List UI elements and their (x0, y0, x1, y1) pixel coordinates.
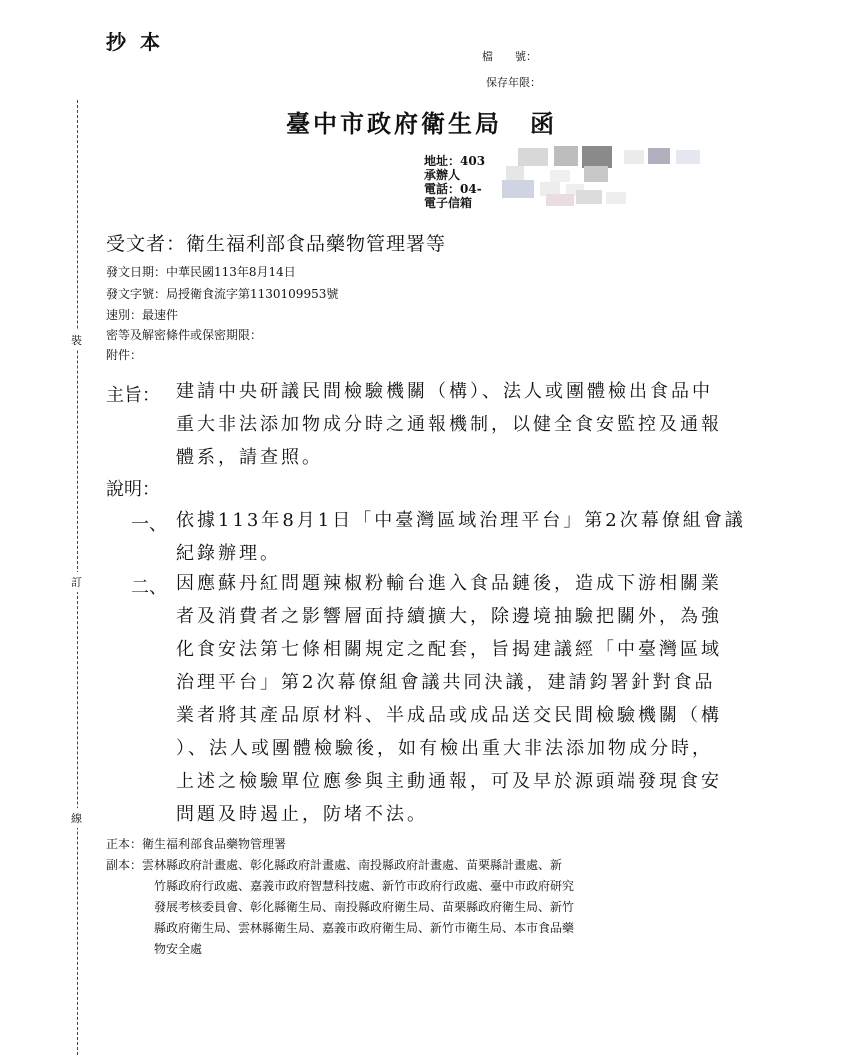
contact-handler: 承辦人 (424, 168, 461, 182)
issue-date: 發文日期：中華民國113年8月14日 (106, 265, 296, 279)
item-number: 一、 (131, 514, 167, 535)
item-line: 化食安法第七條相關規定之配套，旨揭建議經「中臺灣區域 (176, 639, 722, 660)
redaction-blur (484, 146, 714, 208)
copy-recipients (106, 855, 574, 960)
document-title (286, 104, 557, 139)
copy-line: 縣政府衛生局、雲林縣衛生局、嘉義市政府衛生局、新竹市衛生局、本市食品藥 (154, 921, 575, 935)
item-line: 者及消費者之影響層面持續擴大，除邊境抽驗把關外，為強 (176, 606, 722, 627)
copy-line: 竹縣政府行政處、嘉義市政府智慧科技處、新竹市政府行政處、臺中市政府研究 (154, 879, 575, 893)
item-line: 問題及時遏止，防堵不法。 (176, 804, 428, 825)
file-number-label: 檔 號： (482, 50, 537, 63)
document-type: 函 (530, 109, 557, 138)
item-line: 治理平台」第2次幕僚組會議共同決議，建請鈞署針對食品 (176, 672, 716, 693)
explanation-label: 說明： (106, 479, 160, 500)
recipient: 受文者：衛生福利部食品藥物管理署等 (106, 233, 447, 255)
item-line: ）、法人或團體檢驗後，如有檢出重大非法添加物成分時， (176, 738, 713, 759)
subject-text (176, 375, 722, 474)
document-number: 發文字號：局授衛食流字第1130109953號 (106, 287, 339, 301)
contact-address: 地址：403 (424, 154, 486, 168)
explanation-item-2 (176, 567, 722, 831)
item-line: 上述之檢驗單位應參與主動通報，可及早於源頭端發現食安 (176, 771, 722, 792)
binding-char-line: 線 (71, 808, 82, 828)
item-number: 二、 (131, 577, 167, 598)
contact-block (424, 154, 485, 210)
contact-email: 電子信箱 (424, 196, 473, 210)
binding-char-bind: 裝 (71, 330, 82, 350)
binding-char-staple: 訂 (71, 572, 82, 592)
agency-name: 臺中市政府衛生局 (286, 109, 502, 138)
copy-line: 副本：雲林縣政府計畫處、彰化縣政府計畫處、南投縣政府計畫處、苗栗縣計畫處、新 (106, 858, 563, 872)
subject-line: 體系，請查照。 (176, 447, 323, 468)
subject-line: 重大非法添加物成分時之通報機制，以健全食安監控及通報 (176, 414, 722, 435)
delivery-speed: 速別：最速件 (106, 308, 179, 322)
copy-mark: 抄本 (106, 30, 174, 54)
attachment-label: 附件： (106, 348, 143, 362)
item-line: 業者將其產品原材料、半成品或成品送交民間檢驗機關（構 (176, 705, 722, 726)
retention-period-label: 保存年限： (486, 76, 541, 89)
explanation-item-1 (176, 504, 746, 570)
copy-line: 發展考核委員會、彰化縣衛生局、南投縣政府衛生局、苗栗縣政府衛生局、新竹 (154, 900, 575, 914)
subject-label: 主旨： (106, 385, 160, 406)
copy-line: 物安全處 (154, 942, 203, 956)
item-line: 紀錄辦理。 (176, 543, 281, 564)
item-line: 因應蘇丹紅問題辣椒粉輸台進入食品鏈後，造成下游相關業 (176, 573, 722, 594)
item-line: 依據113年8月1日「中臺灣區域治理平台」第2次幕僚組會議 (176, 510, 746, 531)
subject-line: 建請中央研議民間檢驗機關（構）、法人或團體檢出食品中 (176, 381, 713, 402)
original-recipient: 正本：衛生福利部食品藥物管理署 (106, 837, 287, 851)
contact-phone: 電話：04- (424, 182, 482, 196)
security-classification: 密等及解密條件或保密期限： (106, 328, 263, 342)
